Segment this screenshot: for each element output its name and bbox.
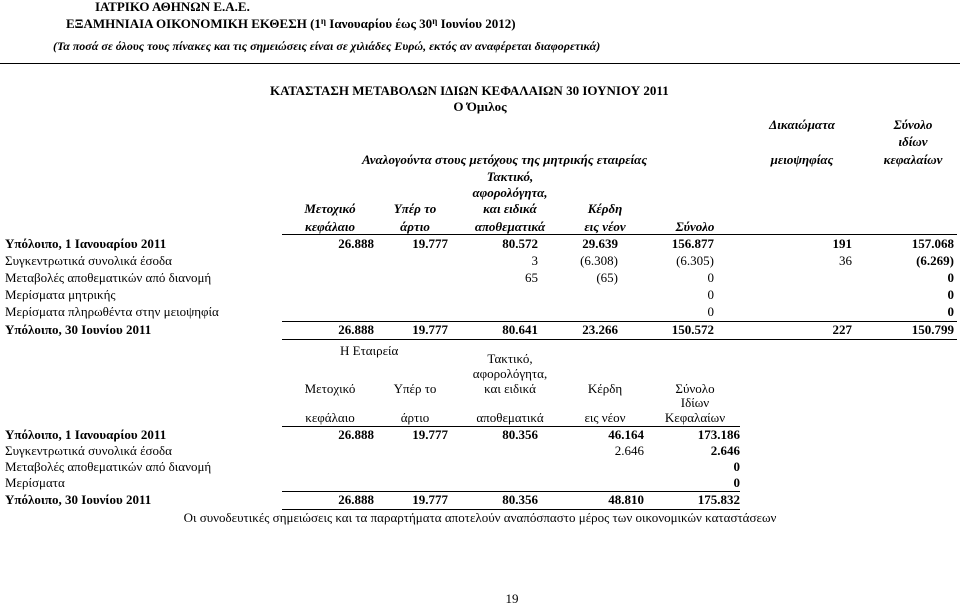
cell: 19.777: [412, 236, 448, 251]
cell: 150.572: [671, 322, 714, 337]
group-row: [0, 271, 960, 285]
cell: (6.305): [676, 253, 714, 268]
report-title-sup1: η: [320, 16, 327, 26]
cell: (6.269): [916, 253, 954, 268]
row-label: Υπόλοιπο, 30 Ιουνίου 2011: [5, 322, 152, 337]
group-row: [0, 323, 960, 337]
g-col-premium-2: άρτιο: [400, 219, 430, 234]
cell: 65: [525, 270, 538, 285]
cell: 26.888: [338, 322, 374, 337]
report-title-sup2: η: [432, 16, 438, 26]
attrib-parent-header: Αναλογούντα στους μετόχους της μητρικής εταιρείας: [362, 152, 648, 167]
g-col-reserves-1: Τακτικό,: [486, 169, 534, 184]
row-label: Συγκεντρωτικά συνολικά έσοδα: [5, 443, 172, 458]
company-name: ΙΑΤΡΙΚΟ ΑΘΗΝΩΝ Ε.Α.Ε.: [95, 0, 250, 14]
row-label: Υπόλοιπο, 1 Ιανουαρίου 2011: [5, 236, 167, 251]
cell: 80.641: [502, 322, 538, 337]
g-col-share-capital-2: κεφάλαιο: [304, 219, 356, 234]
cell: 19.777: [412, 427, 448, 442]
cell: 0: [707, 304, 714, 319]
group-row: [0, 288, 960, 302]
c-col-total-1: Σύνολο: [675, 381, 715, 396]
c-col-premium-2: άρτιο: [400, 410, 430, 425]
c-col-share-capital-2: κεφάλαιο: [305, 410, 355, 425]
group-row: [0, 254, 960, 268]
cell: 19.777: [412, 322, 448, 337]
minority-header-1: Δικαιώματα: [769, 117, 835, 132]
row-label: Συγκεντρωτικά συνολικά έσοδα: [5, 253, 172, 268]
cell: 26.888: [338, 492, 374, 507]
cell: 80.572: [502, 236, 538, 251]
company-row: [0, 428, 960, 442]
cell: 175.832: [697, 492, 740, 507]
cell: 150.799: [911, 322, 954, 337]
cell: 19.777: [412, 492, 448, 507]
cell: 26.888: [338, 236, 374, 251]
c-col-reserves-2: αφορολόγητα,: [472, 366, 548, 381]
group-bottom-rule: [282, 339, 957, 340]
minority-header-2: μειοψηφίας: [770, 152, 834, 167]
cell: 0: [707, 287, 714, 302]
report-title-pre: ΕΞΑΜΗΝΙΑΙΑ ΟΙΚΟΝΟΜΙΚΗ ΕΚΘΕΣΗ (1: [66, 16, 321, 31]
cell: 23.266: [582, 322, 618, 337]
cell: 2.646: [710, 443, 740, 458]
c-col-reserves-1: Τακτικό,: [487, 351, 533, 366]
header-rule: [0, 63, 960, 64]
g-col-retained-1: Κέρδη: [587, 201, 623, 216]
row-label: Μερίσματα πληρωθέντα στην μειοψηφία: [5, 304, 219, 319]
report-title-mid: Ιανουαρίου έως 30: [326, 16, 433, 31]
cell: 156.877: [671, 236, 714, 251]
cell: 2.646: [614, 443, 644, 458]
cell: 0: [947, 304, 954, 319]
company-row: [0, 444, 960, 458]
group-subtitle: Ο Όμιλος: [453, 99, 507, 114]
company-row: [0, 476, 960, 490]
cell: (65): [596, 270, 618, 285]
cell: 173.186: [697, 427, 740, 442]
cell: 157.068: [911, 236, 954, 251]
c-col-retained-2: εις νέον: [584, 410, 626, 425]
cell: 0: [947, 287, 954, 302]
amounts-note: (Τα ποσά σε όλους τους πίνακες και τις σημειώσεις είναι σε χιλιάδες Ευρώ, εκτός αν αναφέρεται διαφορετικά): [53, 39, 601, 53]
g-col-reserves-3: και ειδικά: [483, 201, 537, 216]
total-equity-header-2: ιδίων: [898, 134, 928, 149]
cell: 0: [947, 270, 954, 285]
g-col-retained-2: εις νέον: [584, 219, 626, 234]
c-col-total-2: Ιδίων: [680, 395, 710, 410]
cell: 3: [531, 253, 538, 268]
row-label: Μερίσματα: [5, 475, 65, 490]
total-equity-header-1: Σύνολο: [893, 117, 933, 132]
cell: 46.164: [608, 427, 644, 442]
company-row: [0, 493, 960, 507]
g-col-reserves-4: αποθεματικά: [474, 219, 546, 234]
total-equity-header-3: κεφαλαίων: [883, 152, 943, 167]
report-title: [66, 17, 516, 31]
company-row: [0, 460, 960, 474]
cell: 0: [733, 475, 740, 490]
group-total-rule: [282, 321, 957, 322]
row-label: Μεταβολές αποθεματικών από διανομή: [5, 270, 212, 285]
g-col-share-capital-1: Μετοχικό: [304, 201, 356, 216]
cell: 227: [832, 322, 852, 337]
c-col-retained-1: Κέρδη: [587, 381, 623, 396]
group-row: [0, 237, 960, 251]
g-col-reserves-2: αφορολόγητα,: [472, 185, 548, 200]
cell: 36: [839, 253, 852, 268]
group-row: [0, 305, 960, 319]
footer-note: Οι συνοδευτικές σημειώσεις και τα παραρτήματα αποτελούν αναπόσπαστο μέρος των οικονομικών καταστάσεων: [183, 510, 777, 525]
cell: 0: [733, 459, 740, 474]
cell: 48.810: [608, 492, 644, 507]
cell: 26.888: [338, 427, 374, 442]
report-title-post: Ιουνίου 2012): [437, 16, 516, 31]
row-label: Μεταβολές αποθεματικών από διανομή: [5, 459, 212, 474]
row-label: Υπόλοιπο, 30 Ιουνίου 2011: [5, 492, 152, 507]
cell: 191: [832, 236, 852, 251]
g-col-total: Σύνολο: [675, 219, 715, 234]
c-col-reserves-4: αποθεματικά: [476, 410, 544, 425]
cell: (6.308): [580, 253, 618, 268]
c-col-premium-1: Υπέρ το: [393, 381, 437, 396]
row-label: Υπόλοιπο, 1 Ιανουαρίου 2011: [5, 427, 167, 442]
cell: 29.639: [582, 236, 618, 251]
g-col-premium-1: Υπέρ το: [393, 201, 437, 216]
c-col-share-capital-1: Μετοχικό: [304, 381, 356, 396]
c-col-total-3: Κεφαλαίων: [664, 410, 726, 425]
c-col-reserves-3: και ειδικά: [484, 381, 536, 396]
group-header-rule: [282, 234, 957, 235]
cell: 80.356: [502, 492, 538, 507]
cell: 80.356: [502, 427, 538, 442]
cell: 0: [707, 270, 714, 285]
row-label: Μερίσματα μητρικής: [5, 287, 116, 302]
group-title: ΚΑΤΑΣΤΑΣΗ ΜΕΤΑΒΟΛΩΝ ΙΔΙΩΝ ΚΕΦΑΛΑΙΩΝ 30 ΙΟΥΝΙΟΥ 2011: [270, 83, 669, 98]
company-subtitle: Η Εταιρεία: [340, 343, 399, 358]
page-number: 19: [505, 591, 519, 606]
